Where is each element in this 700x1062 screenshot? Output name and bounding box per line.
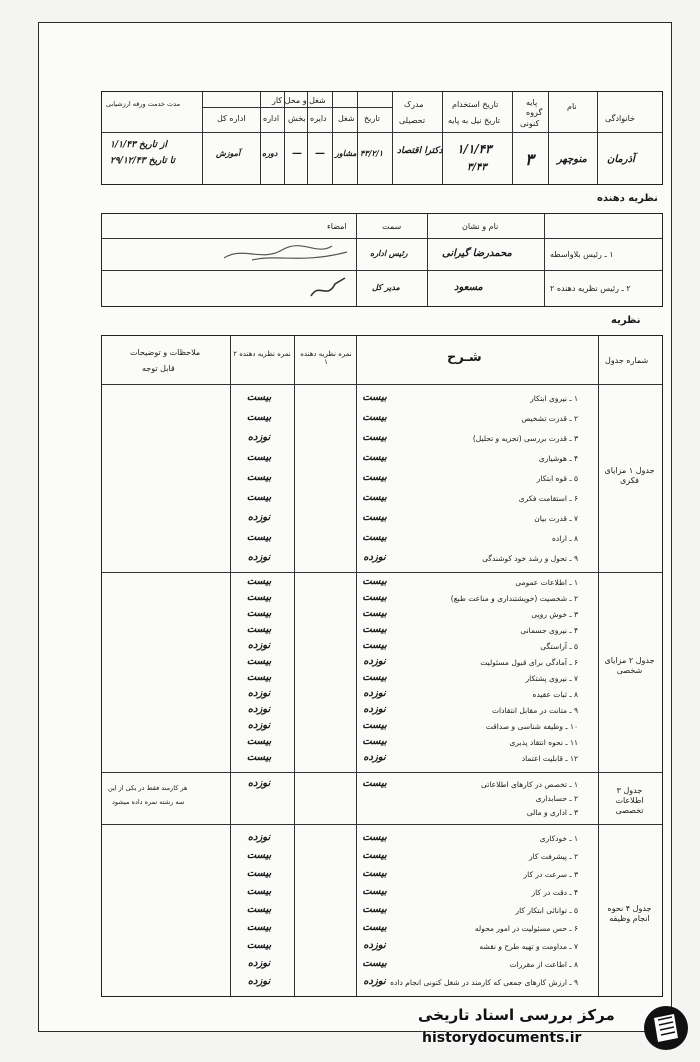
col-section: بخش <box>288 114 306 123</box>
col-grade-2: نمره نظریه دهنده ۲ <box>233 350 291 358</box>
col-job: شغل <box>338 114 355 123</box>
criterion: ۳ ـ قدرت بررسی (تجزیه و تحلیل) <box>472 434 578 443</box>
criterion: ۲ ـ شخصیت (خویشتنداری و مناعت طبع) <box>450 594 578 603</box>
evaluators-table <box>101 213 663 307</box>
grade-1: بیست <box>362 512 387 523</box>
col-job-location: شغل و محل کار <box>272 96 326 105</box>
col-education: تحصیلی <box>399 116 426 125</box>
eval-col-post: سمت <box>382 222 402 231</box>
criterion: ۱ ـ نیروی ابتکار <box>530 394 578 403</box>
document-page <box>38 22 672 1032</box>
grade-2: بیست <box>246 886 272 897</box>
grade-1: بیست <box>362 532 387 543</box>
grade-1: بیست <box>362 412 387 423</box>
criterion: ۵ ـ قوه ابتکار <box>536 474 578 483</box>
employee-info-table <box>101 91 663 185</box>
grade-1: بیست <box>362 452 387 463</box>
grade-1: بیست <box>362 608 387 619</box>
criterion: ۸ ـ اراده <box>551 534 578 543</box>
criterion: ۷ ـ نیروی پشتکار <box>525 674 578 683</box>
col-notes: ملاحظات و توضیحات <box>130 348 201 357</box>
office-value: دوره <box>262 148 278 158</box>
general-office-value: آموزش <box>216 148 241 158</box>
grade-value: ۳ <box>525 150 534 169</box>
criterion: ۴ ـ دقت در کار <box>531 888 578 897</box>
grade-1: بیست <box>362 592 387 603</box>
col-current: کنونی <box>520 119 540 128</box>
col-description: شـرح <box>447 350 482 365</box>
criterion: ۷ ـ قدرت بیان <box>534 514 578 523</box>
grade-2: بیست <box>246 492 272 503</box>
eval-row1-name: محمدرضا گیرانی <box>442 248 512 259</box>
grade-2: بیست <box>246 624 272 635</box>
criterion: ۳ ـ اداری و مالی <box>526 808 578 817</box>
grade-1: بیست <box>362 868 387 879</box>
grade-1: نوزده <box>363 940 386 951</box>
grade-1: نوزده <box>363 704 386 715</box>
grade-2: بیست <box>246 868 272 879</box>
section-value: — <box>292 148 302 159</box>
watermark-url: historydocuments.ir <box>422 1030 582 1046</box>
col-office: اداره <box>263 114 280 123</box>
col-grade-1: نمره نظریه دهنده ۱ <box>300 350 352 366</box>
criterion: ۱۲ ـ قابلیت اعتماد <box>521 754 578 763</box>
grade-1: بیست <box>362 922 387 933</box>
grade-1: بیست <box>362 624 387 635</box>
criterion: ۳ ـ سرعت در کار <box>523 870 578 879</box>
section-3-note-2: سه رشته نمره داده میشود <box>112 798 185 806</box>
grade-2: بیست <box>246 656 272 667</box>
first-name-value: منوچهر <box>557 154 587 165</box>
grade-2: بیست <box>246 472 272 483</box>
grade-2: بیست <box>246 736 272 747</box>
grade-1: بیست <box>362 432 387 443</box>
grade-1: بیست <box>362 832 387 843</box>
grade-2: نوزده <box>247 720 271 731</box>
criterion: ۲ ـ قدرت تشخیص <box>521 414 578 423</box>
criterion: ۸ ـ اطاعت از مقررات <box>509 960 578 969</box>
job-value: مشاور <box>335 148 357 158</box>
col-general-office: اداره کل <box>217 114 246 123</box>
grade-2: بیست <box>246 576 272 587</box>
grade-1: نوزده <box>363 552 386 563</box>
dept-value: — <box>315 148 325 159</box>
grade-date-value: ۳/۴۳ <box>467 162 487 173</box>
grade-1: بیست <box>362 778 387 789</box>
criterion: ۱ ـ تخصص در کارهای اطلاعاتی <box>481 780 578 789</box>
criterion: ۷ ـ مداومت و تهیه طرح و نقشه <box>479 942 578 951</box>
col-table-no: شماره جدول <box>605 356 649 365</box>
section-2-label: جدول ۲ مزایای شخصی <box>604 656 655 675</box>
period-to-value: تا تاریخ ۲۹/۱۲/۴۳ <box>110 156 175 166</box>
criterion: ۶ ـ حس مسئولیت در امور محوله <box>474 924 578 933</box>
grade-1: بیست <box>362 576 387 587</box>
grade-1: بیست <box>362 720 387 731</box>
evaluators-title: نظریه دهنده <box>597 193 658 204</box>
criterion: ۱ ـ خودکاری <box>539 834 578 843</box>
job-date-value: ۴۳/۲/۱ <box>360 148 384 158</box>
grade-1: نوزده <box>363 752 386 763</box>
grade-2: بیست <box>246 532 272 543</box>
eval-col-name: نام و نشان <box>462 222 499 231</box>
criterion: ۸ ـ ثبات عقیده <box>532 690 578 699</box>
grade-2: بیست <box>246 672 272 683</box>
signature-2 <box>307 274 352 302</box>
col-date: تاریخ <box>364 114 380 123</box>
col-period: مدت خدمت ورقه ارزشیابی <box>106 100 181 108</box>
col-last-name: خانوادگی <box>605 114 636 123</box>
col-hire-date: تاریخ استخدام <box>452 100 499 109</box>
criterion: ۲ ـ پیشرفت کار <box>529 852 578 861</box>
grade-1: بیست <box>362 850 387 861</box>
grade-1: بیست <box>362 736 387 747</box>
criterion: ۶ ـ استقامت فکری <box>518 494 578 503</box>
grade-1: نوزده <box>363 688 386 699</box>
criterion: ۴ ـ نیروی جسمانی <box>520 626 578 635</box>
eval-row1-label: ۱ ـ رئیس بلاواسطه <box>550 250 614 259</box>
grade-2: بیست <box>246 412 272 423</box>
grade-2: نوزده <box>247 704 271 715</box>
section-3-note-1: هر کارمند فقط در یکی از این <box>108 784 188 792</box>
grade-1: بیست <box>362 958 387 969</box>
grade-2: بیست <box>246 392 272 403</box>
grade-2: بیست <box>246 904 272 915</box>
criterion: ۱ ـ اطلاعات عمومی <box>515 578 578 587</box>
grade-1: بیست <box>362 472 387 483</box>
criterion: ۹ ـ تحول و رشد خود کوشندگی <box>482 554 578 563</box>
last-name-value: آذرمان <box>607 154 635 165</box>
grade-2: نوزده <box>247 688 271 699</box>
evaluation-table <box>101 335 663 997</box>
section-4-label: جدول ۴ نحوه انجام وظیفه <box>607 904 652 923</box>
grade-2: بیست <box>246 922 272 933</box>
period-from-value: از تاریخ ۱/۱/۴۳ <box>110 140 167 150</box>
section-1-label: جدول ۱ مزایای فکری <box>604 466 655 485</box>
grade-2: نوزده <box>247 976 271 987</box>
grade-2: نوزده <box>247 958 271 969</box>
grade-1: بیست <box>362 904 387 915</box>
degree-value: دکترا اقتصاد <box>397 146 443 156</box>
grade-2: بیست <box>246 752 272 763</box>
watermark-title: مرکز بررسی اسناد تاریخی <box>418 1006 615 1024</box>
grade-2: نوزده <box>247 640 271 651</box>
criterion: ۹ ـ ارزش کارهای جمعی که کارمند در شغل کنونی انجام داده <box>390 978 578 987</box>
grade-2: نوزده <box>247 778 271 789</box>
watermark <box>410 1000 695 1058</box>
eval-row2-label: ۲ ـ رئیس نظریه دهنده ۲ <box>550 284 631 293</box>
grade-2: نوزده <box>247 832 271 843</box>
criterion: ۱۱ ـ نحوه انتقاد پذیری <box>509 738 578 747</box>
archive-logo-icon <box>642 1004 690 1052</box>
eval-row2-post: مدیر کل <box>372 282 400 292</box>
criterion: ۲ ـ حسابداری <box>535 794 578 803</box>
grade-1: بیست <box>362 886 387 897</box>
eval-col-sign: امضاء <box>327 222 347 231</box>
criterion: ۴ ـ هوشیاری <box>538 454 578 463</box>
grade-2: بیست <box>246 608 272 619</box>
grade-1: بیست <box>362 672 387 683</box>
signature-1 <box>222 240 352 268</box>
grade-1: بیست <box>362 392 387 403</box>
hire-date-value: ۱/۱/۴۳ <box>457 142 492 156</box>
eval-row1-post: رئیس اداره <box>370 248 408 258</box>
col-first-name: نام <box>567 102 577 111</box>
criterion: ۳ ـ خوش رویی <box>531 610 578 619</box>
col-degree: مدرک <box>404 100 424 109</box>
eval-row2-name: مسعود <box>454 282 483 293</box>
criterion: ۶ ـ آمادگی برای قبول مسئولیت <box>480 658 578 667</box>
grade-2: نوزده <box>247 432 271 443</box>
grade-2: بیست <box>246 940 272 951</box>
criterion: ۵ ـ آراستگی <box>540 642 578 651</box>
grade-2: بیست <box>246 592 272 603</box>
grade-1: نوزده <box>363 976 386 987</box>
grade-2: نوزده <box>247 512 271 523</box>
grade-1: بیست <box>362 492 387 503</box>
col-grade-date: تاریخ نیل به پایه <box>448 116 500 125</box>
section-3-label: جدول ۳ اطلاعات تخصصی <box>615 786 644 815</box>
col-grade: پایه <box>526 98 538 107</box>
grade-1: نوزده <box>363 656 386 667</box>
opinion-title: نظریه <box>611 315 641 326</box>
grade-2: بیست <box>246 850 272 861</box>
col-dept: دایره <box>310 114 327 123</box>
grade-2: نوزده <box>247 552 271 563</box>
criterion: ۵ ـ توانائی ابتکار کار <box>515 906 578 915</box>
col-notes-sub: قابل توجه <box>142 364 175 373</box>
col-group: گروه <box>526 108 543 117</box>
criterion: ۹ ـ متانت در مقابل انتقادات <box>492 706 578 715</box>
grade-1: بیست <box>362 640 387 651</box>
criterion: ۱۰ ـ وظیفه شناسی و صداقت <box>485 722 578 731</box>
grade-2: بیست <box>246 452 272 463</box>
